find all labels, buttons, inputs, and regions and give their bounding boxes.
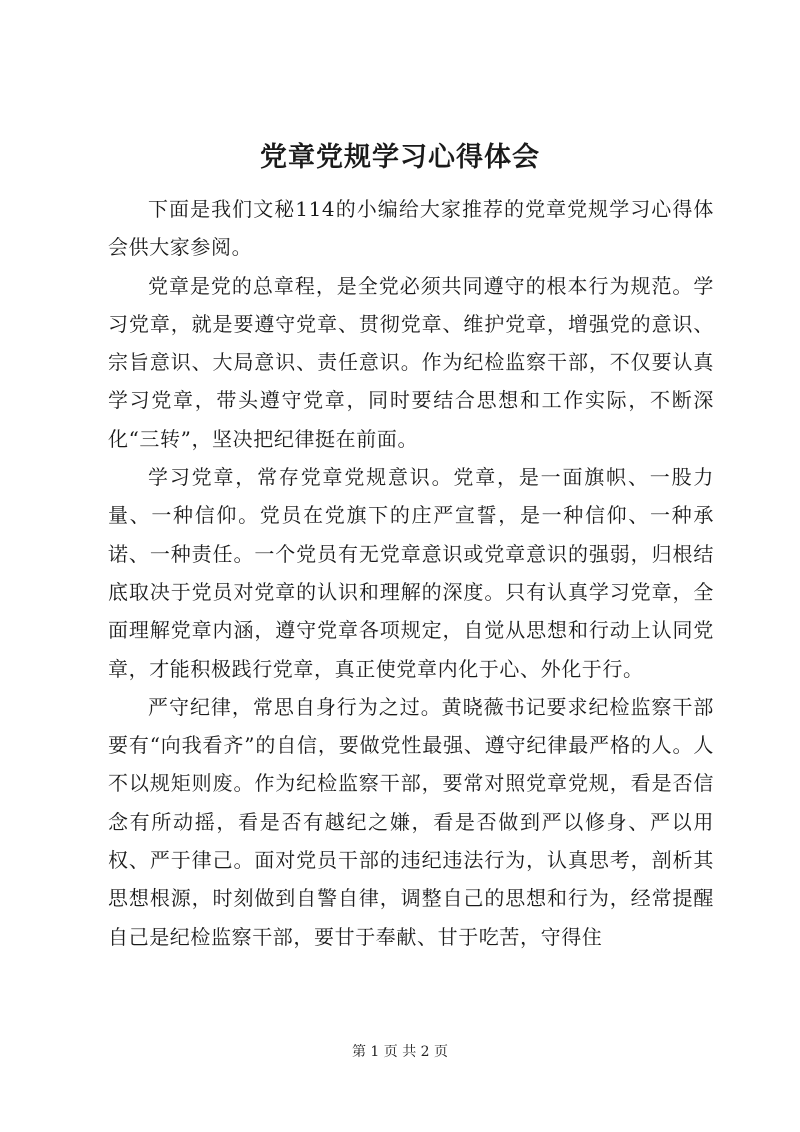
document-title: 党章党规学习心得体会 xyxy=(260,142,540,173)
paragraph-study-awareness: 学习党章，常存党章党规意识。党章，是一面旗帜、一股力量、一种信仰。党员在党旗下的庄严宣誓，是一种信仰、一种承诺、一种责任。一个党员有无党章意识或党章意识的强弱，归根结底取决于党员对党章的认识和理解的深度。只有认真学习党章，全面理解党章内涵，遵守党章各项规定，自觉从思想和行动上认同党章，才能积极践行党章，真正使党章内化于心、外化于行。 xyxy=(108,465,714,681)
paragraph-intro: 下面是我们文秘114的小编给大家推荐的党章党规学习心得体会供大家参阅。 xyxy=(108,197,714,260)
page-footer: 第 1 页 共 2 页 xyxy=(351,1044,449,1060)
document-body xyxy=(108,190,714,956)
paragraph-discipline: 严守纪律，常思自身行为之过。黄晓薇书记要求纪检监察干部要有“向我看齐”的自信，要做党性最强、遵守纪律最严格的人。人不以规矩则废。作为纪检监察干部，要常对照党章党规，看是否信念有所动摇，看是否有越纪之嫌，看是否做到严以修身、严以用权、严于律己。面对党员干部的违纪违法行为，认真思考，剖析其思想根源，时刻做到自警自律，调整自己的思想和行为，经常提醒自己是纪检监察干部，要甘于奉献、甘于吃苦，守得住 xyxy=(108,694,714,949)
paragraph-party-constitution: 党章是党的总章程，是全党必须共同遵守的根本行为规范。学习党章，就是要遵守党章、贯彻党章、维护党章，增强党的意识、宗旨意识、大局意识、责任意识。作为纪检监察干部，不仅要认真学习党章，带头遵守党章，同时要结合思想和工作实际，不断深化“三转”，坚决把纪律挺在前面。 xyxy=(108,273,714,451)
